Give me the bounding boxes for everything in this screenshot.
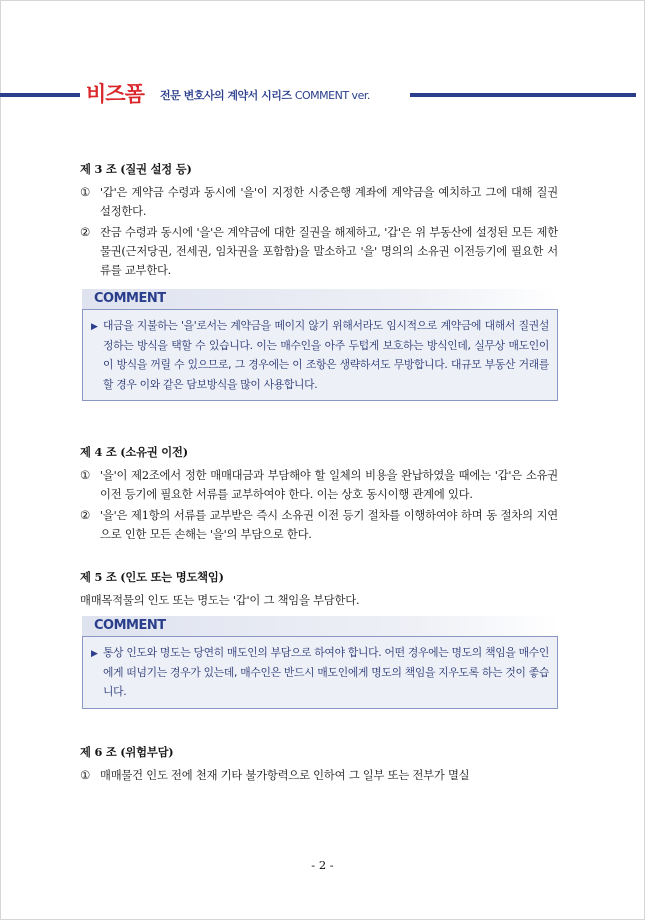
comment-box-1 [82,289,558,401]
header-subtitle-ko: 전문 변호사의 계약서 시리즈 [160,89,292,102]
article-6-title: 제 6 조 (위험부담) [80,744,174,759]
comment-label: COMMENT [82,289,558,309]
clause-number: ② [80,226,90,239]
article-6-clause-1 [80,766,558,785]
header-subtitle-en: COMMENT ver. [294,89,370,102]
clause-text: '을'은 제1항의 서류를 교부받은 즉시 소유권 이전 등기 절차를 이행하여야 하며 동 절차의 지연으로 인한 모든 손해는 '을'의 부담으로 한다. [100,509,558,541]
comment-text: 대금을 지불하는 '을'로서는 계약금을 떼이지 않기 위해서라도 임시적으로 계약금에 대해서 질권설정하는 방식을 택할 수 있습니다. 이는 매수인을 아주 두텁게 보호하는 방식인데, 실무상 매도인이 이 방식을 꺼릴 수 있으므로, 그 경우에는 이 조항은 생략하셔도 무방합니다. 대규모 부동산 거래를 할 경우 이와 같은 담보방식을 많이 사용합니다. [103,319,549,391]
clause-number: ① [80,186,90,199]
comment-box-2 [82,616,558,709]
article-4-clause-1 [80,466,558,504]
article-5-text: 매매목적물의 인도 또는 명도는 '갑'이 그 책임을 부담한다. [80,594,360,607]
article-4-clause-2 [80,506,558,544]
document-body [80,160,558,785]
header-rule-left [0,93,80,97]
clause-text: '을'이 제2조에서 정한 매매대금과 부담해야 할 일체의 비용을 완납하였을 때에는 '갑'은 소유권 이전 등기에 필요한 서류를 교부하여야 한다. 이는 상호 동시이행 관계에 있다. [100,469,558,501]
article-3-title: 제 3 조 (질권 설정 등) [80,162,192,176]
comment-text: 통상 인도와 명도는 당연히 매도인의 부담으로 하여야 합니다. 어떤 경우에는 명도의 책임을 매수인에게 떠넘기는 경우가 있는데, 매수인은 반드시 매도인에게 명도의 책임을 지우도록 하는 것이 좋습니다. [103,646,549,698]
clause-text: 잔금 수령과 동시에 '을'은 계약금에 대한 질권을 해제하고, '갑'은 위 부동산에 설정된 모든 제한물권(근저당권, 전세권, 임차권을 포함함)을 말소하고 '을' 명의의 소유권 이전등기에 필요한 서류를 교부한다. [100,226,558,277]
header-rule-right [410,93,636,97]
comment-label: COMMENT [82,616,558,636]
article-5-title: 제 5 조 (인도 또는 명도책임) [80,570,224,584]
article-4-title: 제 4 조 (소유권 이전) [80,445,188,459]
clause-number: ① [80,768,90,782]
clause-text: 매매물건 인도 전에 천재 기타 불가항력으로 인하여 그 일부 또는 전부가 멸실 [100,768,470,782]
clause-number: ① [80,469,90,482]
clause-number: ② [80,509,90,522]
brand-logo-text: 비즈폼 [86,82,144,106]
article-3-clause-1 [80,183,558,221]
article-3-clause-2 [80,223,558,280]
clause-text: '갑'은 계약금 수령과 동시에 '을'이 지정한 시중은행 계좌에 계약금을 예치하고 그에 대해 질권설정한다. [100,186,558,218]
triangle-right-icon: ▶ [91,649,98,659]
comment-body [82,636,558,709]
page-number: - 2 - [311,858,334,872]
comment-body [82,309,558,401]
triangle-right-icon: ▶ [91,322,98,332]
page-header [0,78,645,112]
header-subtitle [160,87,370,103]
